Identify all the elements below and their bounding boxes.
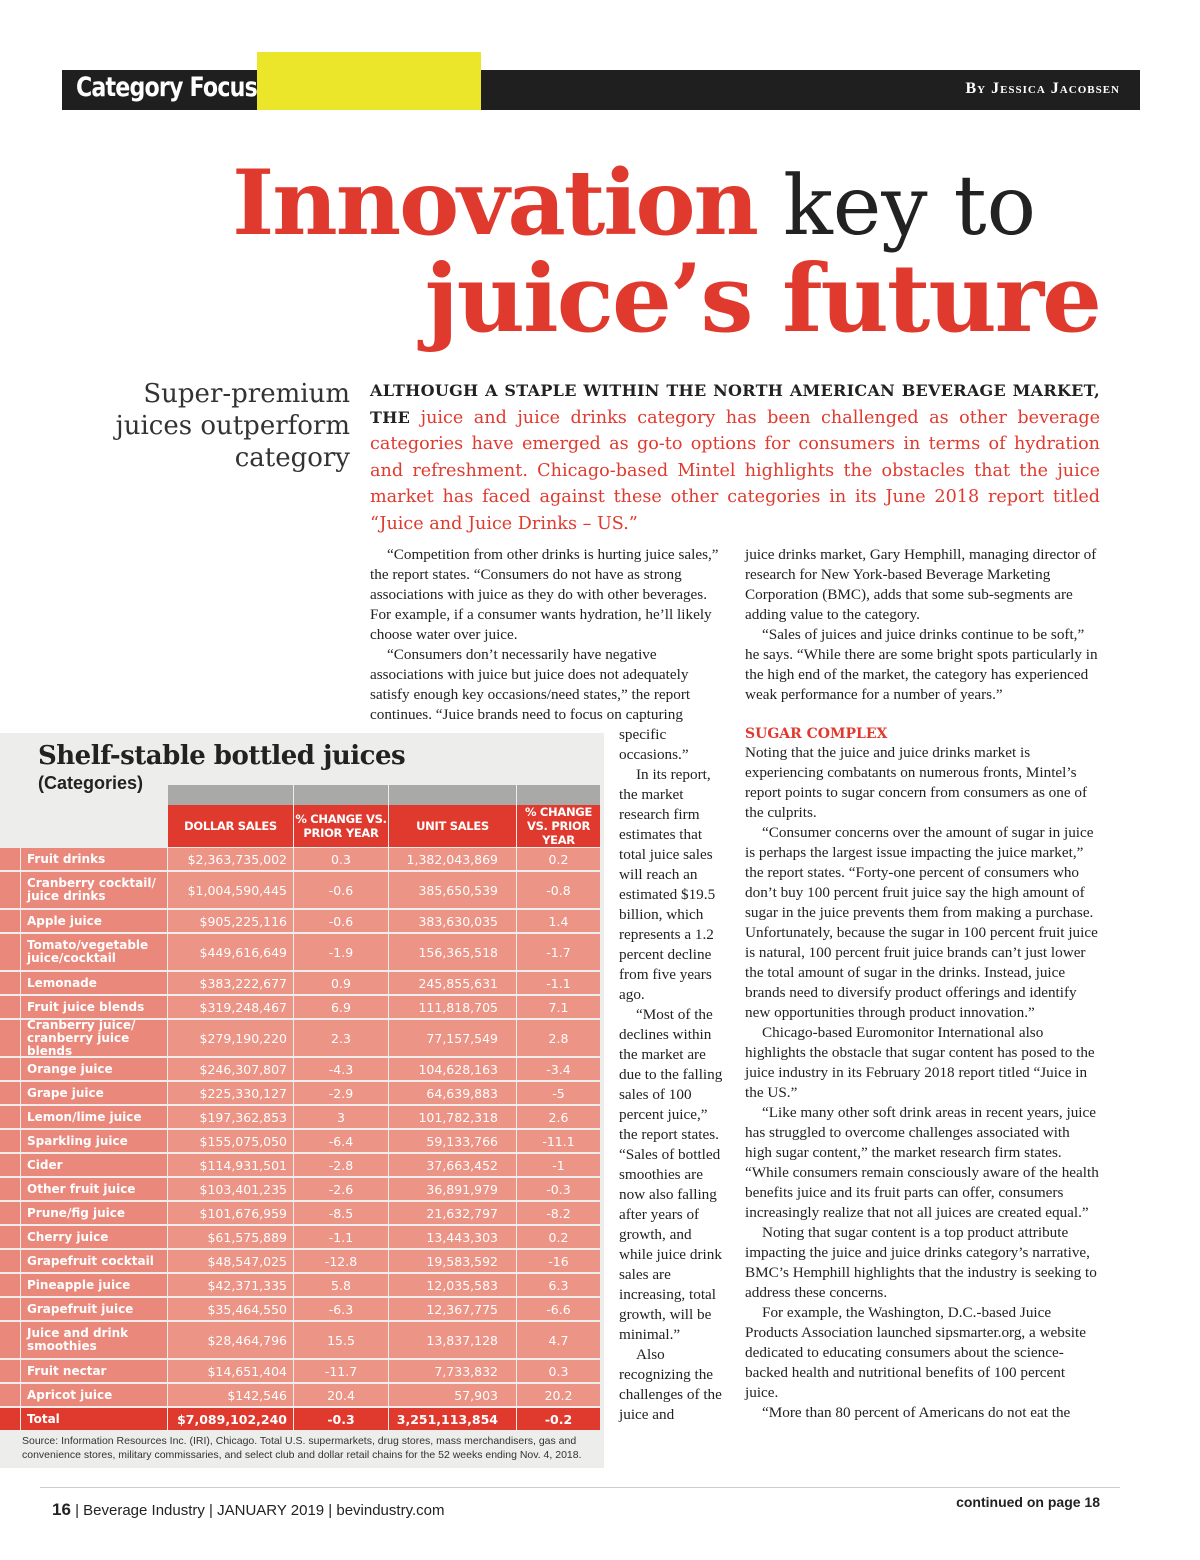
category-cell: Pineapple juice (21, 1274, 167, 1296)
unit-sales-cell: 21,632,797 (389, 1202, 516, 1224)
paragraph: “Consumer concerns over the amount of sugar in juice is perhaps the largest issue impacting the juice market,” the report states. “Forty-one percent of consumers who don’t buy 100 percent fruit juice say the high amount of sugar in the juice prevents them from making a purchase. Unfortunately, because the sugar in 100 percent fruit juice is natural, 100 percent fruit juice brands can’t just lower the total amount of sugar in the drinks. Instead, juice brands need to diversify product offerings and identify new opportunities through product innovation.” (745, 824, 1098, 1021)
dollar-sales-cell: $35,464,550 (168, 1298, 293, 1320)
unit-change-cell: 7.1 (517, 996, 600, 1018)
lead-caps: ALTHOUGH A STAPLE WITHIN THE NORTH AMERICAN BEVERAGE MARKET, THE (370, 381, 1100, 427)
row-stub (0, 1360, 20, 1382)
table-row (0, 871, 604, 909)
dollar-change-cell: 20.4 (294, 1384, 388, 1406)
paragraph: “Consumers don’t necessarily have negative associations with juice but juice does not adequately satisfy enough key occasions/need states,” the report continues. “Juice brands need to focus on capturing (370, 646, 691, 723)
table-row (0, 971, 604, 995)
dollar-change-cell: -6.3 (294, 1298, 388, 1320)
header-accent-block (257, 52, 481, 110)
table-total-row (0, 1407, 604, 1431)
category-cell: Prune/fig juice (21, 1202, 167, 1224)
column-header-dollar-sales: DOLLAR SALES (168, 805, 293, 847)
paragraph: For example, the Washington, D.C.-based Juice Products Association launched sipsmarter.org, a website dedicated to educating consumers about the science-backed health and nutritional benefits of 100 percent juice. (745, 1304, 1086, 1401)
category-cell: Lemon/lime juice (21, 1106, 167, 1128)
footer-rule (40, 1487, 1120, 1488)
table-row (0, 1359, 604, 1383)
dollar-change-cell: -4.3 (294, 1058, 388, 1080)
table-row (0, 1225, 604, 1249)
dollar-change-cell: -2.6 (294, 1178, 388, 1200)
unit-change-cell: -3.4 (517, 1058, 600, 1080)
row-stub (0, 1020, 20, 1056)
headline-dark-words: key to (757, 159, 1036, 254)
table-row (0, 1177, 604, 1201)
column-header-unit-sales: UNIT SALES (389, 805, 516, 847)
dollar-sales-cell: $225,330,127 (168, 1082, 293, 1104)
dollar-sales-cell: $383,222,677 (168, 972, 293, 994)
section-header-bar (62, 70, 1140, 110)
unit-sales-cell: 383,630,035 (389, 910, 516, 932)
dollar-sales-cell: $905,225,116 (168, 910, 293, 932)
paragraph: In its report, the market research firm estimates that total juice sales will reach an estimated $19.5 billion, which represents a 1.2 percent decline from five years ago. (619, 766, 716, 1003)
category-cell: Fruit nectar (21, 1360, 167, 1382)
dollar-change-cell: -1.1 (294, 1226, 388, 1248)
header-gray-band (294, 785, 388, 805)
category-cell: Fruit drinks (21, 848, 167, 870)
section-label: Category Focus (76, 72, 257, 103)
table-title: Shelf-stable bottled juices (38, 741, 406, 771)
dollar-change-cell: -0.3 (294, 1408, 388, 1430)
lead-text: juice and juice drinks category has been challenged as other beverage categories have emerged as go-to options for consumers in terms of hydration and refreshment. Chicago-based Mintel highlights the obstacles that the juice market has faced against these other categories in its June 2018 report titled “Juice and Juice Drinks – US.” (370, 407, 1100, 534)
category-cell: Cranberry cocktail/ juice drinks (21, 872, 167, 908)
header-gray-band (517, 785, 600, 805)
body-column-c (745, 545, 1100, 1423)
table-row (0, 1105, 604, 1129)
table-row (0, 1383, 604, 1407)
unit-sales-cell: 245,855,631 (389, 972, 516, 994)
table-row (0, 1081, 604, 1105)
row-stub (0, 1154, 20, 1176)
dollar-sales-cell: $279,190,220 (168, 1020, 293, 1056)
table-row (0, 1057, 604, 1081)
category-cell: Grape juice (21, 1082, 167, 1104)
row-stub (0, 1322, 20, 1358)
column-header-dollar-change: % CHANGE VS. PRIOR YEAR (294, 805, 388, 847)
table-row (0, 933, 604, 971)
deck: Super-premium juices outperform category (115, 379, 350, 473)
dollar-sales-cell: $319,248,467 (168, 996, 293, 1018)
dollar-change-cell: -2.9 (294, 1082, 388, 1104)
category-cell: Juice and drink smoothies (21, 1322, 167, 1358)
unit-sales-cell: 77,157,549 (389, 1020, 516, 1056)
dollar-sales-cell: $197,362,853 (168, 1106, 293, 1128)
unit-change-cell: -6.6 (517, 1298, 600, 1320)
continued-note: continued on page 18 (956, 1494, 1100, 1510)
unit-sales-cell: 12,367,775 (389, 1298, 516, 1320)
paragraph: Noting that sugar content is a top product attribute impacting the juice and juice drinks category’s narrative, BMC’s Hemphill highlights that the industry is seeking to address these concerns. (745, 1224, 1097, 1301)
dollar-change-cell: -0.6 (294, 872, 388, 908)
unit-change-cell: 20.2 (517, 1384, 600, 1406)
dollar-change-cell: -6.4 (294, 1130, 388, 1152)
byline: By Jessica Jacobsen (965, 80, 1120, 97)
unit-change-cell: -0.2 (517, 1408, 600, 1430)
dollar-sales-cell: $155,075,050 (168, 1130, 293, 1152)
unit-change-cell: -0.3 (517, 1178, 600, 1200)
row-stub (0, 1178, 20, 1200)
dollar-sales-cell: $2,363,735,002 (168, 848, 293, 870)
row-stub (0, 1202, 20, 1224)
table-row (0, 1321, 604, 1359)
column-header-unit-change: % CHANGE VS. PRIOR YEAR (517, 805, 600, 847)
category-cell: Orange juice (21, 1058, 167, 1080)
dollar-change-cell: 0.3 (294, 848, 388, 870)
category-cell: Sparkling juice (21, 1130, 167, 1152)
dollar-change-cell: -12.8 (294, 1250, 388, 1272)
body-column-b (619, 725, 723, 1425)
table-row (0, 1297, 604, 1321)
unit-change-cell: 4.7 (517, 1322, 600, 1358)
unit-sales-cell: 59,133,766 (389, 1130, 516, 1152)
paragraph: specific occasions.” (619, 726, 689, 763)
dollar-sales-cell: $7,089,102,240 (168, 1408, 293, 1430)
body-column-a (370, 545, 728, 725)
row-stub (0, 1250, 20, 1272)
dollar-change-cell: 5.8 (294, 1274, 388, 1296)
table-row (0, 1019, 604, 1057)
page-number: 16 (52, 1500, 71, 1519)
row-stub (0, 872, 20, 908)
unit-change-cell: -8.2 (517, 1202, 600, 1224)
row-stub (0, 1408, 20, 1430)
row-stub (0, 1082, 20, 1104)
category-cell: Other fruit juice (21, 1178, 167, 1200)
unit-change-cell: 1.4 (517, 910, 600, 932)
category-cell: Apricot juice (21, 1384, 167, 1406)
paragraph: juice drinks market, Gary Hemphill, managing director of research for New York-based Beverage Marketing Corporation (BMC), adds that some sub-segments are adding value to the category. (745, 546, 1097, 623)
category-cell: Fruit juice blends (21, 996, 167, 1018)
table-row (0, 1201, 604, 1225)
row-stub (0, 1274, 20, 1296)
unit-sales-cell: 57,903 (389, 1384, 516, 1406)
unit-change-cell: -1.1 (517, 972, 600, 994)
unit-sales-cell: 101,782,318 (389, 1106, 516, 1128)
dollar-sales-cell: $28,464,796 (168, 1322, 293, 1358)
row-stub (0, 848, 20, 870)
paragraph: “Competition from other drinks is hurting juice sales,” the report states. “Consumers do not have as strong associations with juice as they do with other beverages. For example, if a consumer wants hydration, he’ll likely choose water over juice. (370, 546, 719, 643)
unit-change-cell: 0.2 (517, 1226, 600, 1248)
subhead: SUGAR COMPLEX (745, 726, 888, 742)
row-stub (0, 910, 20, 932)
header-gray-band (168, 785, 293, 805)
dollar-sales-cell: $42,371,335 (168, 1274, 293, 1296)
table-row (0, 909, 604, 933)
category-cell: Apple juice (21, 910, 167, 932)
category-cell: Grapefruit juice (21, 1298, 167, 1320)
paragraph: “Sales of juices and juice drinks continue to be soft,” he says. “While there are some bright spots particularly in the high end of the market, the category has experienced weak performance for a number of years.” (745, 626, 1098, 703)
table-row (0, 1273, 604, 1297)
dollar-sales-cell: $449,616,649 (168, 934, 293, 970)
unit-change-cell: 0.3 (517, 1360, 600, 1382)
category-cell: Grapefruit cocktail (21, 1250, 167, 1272)
table-body (0, 847, 604, 1431)
unit-sales-cell: 156,365,518 (389, 934, 516, 970)
unit-change-cell: -5 (517, 1082, 600, 1104)
dollar-change-cell: -2.8 (294, 1154, 388, 1176)
unit-change-cell: -1.7 (517, 934, 600, 970)
dollar-sales-cell: $14,651,404 (168, 1360, 293, 1382)
table-row (0, 1153, 604, 1177)
row-stub (0, 1106, 20, 1128)
row-stub (0, 972, 20, 994)
unit-sales-cell: 7,733,832 (389, 1360, 516, 1382)
headline-red-word: Innovation (232, 150, 757, 256)
table-source: Source: Information Resources Inc. (IRI), Chicago. Total U.S. supermarkets, drug stores, mass merchandisers, gas and convenience stores, military commissaries, and select club and dollar retail chains for the 52 weeks ending Nov. 4, 2018. (22, 1435, 582, 1461)
unit-sales-cell: 1,382,043,869 (389, 848, 516, 870)
unit-sales-cell: 64,639,883 (389, 1082, 516, 1104)
lead-paragraph (370, 378, 1100, 538)
row-stub (0, 1130, 20, 1152)
unit-change-cell: -16 (517, 1250, 600, 1272)
footer-text: | Beverage Industry | JANUARY 2019 | bevindustry.com (70, 1502, 445, 1519)
category-cell: Cherry juice (21, 1226, 167, 1248)
unit-sales-cell: 13,443,303 (389, 1226, 516, 1248)
category-cell: Tomato/vegetable juice/cocktail (21, 934, 167, 970)
dollar-change-cell: 0.9 (294, 972, 388, 994)
sales-table-box (0, 733, 604, 1468)
category-cell: Lemonade (21, 972, 167, 994)
dollar-sales-cell: $103,401,235 (168, 1178, 293, 1200)
paragraph: Also recognizing the challenges of the juice and (619, 1346, 722, 1423)
unit-sales-cell: 12,035,583 (389, 1274, 516, 1296)
unit-sales-cell: 37,663,452 (389, 1154, 516, 1176)
paragraph: “Like many other soft drink areas in recent years, juice has struggled to overcome challenges associated with high sugar content,” the market research firm states. “While consumers remain consciously aware of the health benefits juice and its fruit parts can offer, consumers increasingly realize that not all juices are created equal.” (745, 1104, 1099, 1221)
dollar-change-cell: 15.5 (294, 1322, 388, 1358)
unit-change-cell: -0.8 (517, 872, 600, 908)
table-row (0, 847, 604, 871)
category-cell: Cider (21, 1154, 167, 1176)
unit-change-cell: -11.1 (517, 1130, 600, 1152)
unit-change-cell: 0.2 (517, 848, 600, 870)
unit-change-cell: -1 (517, 1154, 600, 1176)
dollar-change-cell: -8.5 (294, 1202, 388, 1224)
paragraph: “More than 80 percent of Americans do not eat the (762, 1404, 1071, 1421)
unit-change-cell: 6.3 (517, 1274, 600, 1296)
category-cell: Cranberry juice/ cranberry juice blends (21, 1020, 167, 1056)
row-stub (0, 1226, 20, 1248)
row-stub (0, 996, 20, 1018)
paragraph: “Most of the declines within the market are due to the falling sales of 100 percent juice,” the report states. “Sales of bottled smoothies are now also falling after years of growth, and while juice drink sales are increasing, total growth, will be minimal.” (619, 1006, 723, 1343)
dollar-sales-cell: $114,931,501 (168, 1154, 293, 1176)
table-subtitle: (Categories) (38, 773, 144, 793)
unit-sales-cell: 13,837,128 (389, 1322, 516, 1358)
header-gray-band (389, 785, 516, 805)
table-row (0, 1129, 604, 1153)
dollar-change-cell: 6.9 (294, 996, 388, 1018)
dollar-change-cell: -1.9 (294, 934, 388, 970)
table-row (0, 1249, 604, 1273)
row-stub (0, 1058, 20, 1080)
dollar-sales-cell: $1,004,590,445 (168, 872, 293, 908)
paragraph: Chicago-based Euromonitor International also highlights the obstacle that sugar content has posed to the juice industry in its February 2018 report titled “Juice in the US.” (745, 1024, 1095, 1101)
dollar-sales-cell: $101,676,959 (168, 1202, 293, 1224)
unit-change-cell: 2.8 (517, 1020, 600, 1056)
unit-sales-cell: 3,251,113,854 (389, 1408, 516, 1430)
headline-line-2: juice’s future (424, 244, 1100, 354)
headline-line-1 (232, 150, 1036, 256)
row-stub (0, 1298, 20, 1320)
dollar-sales-cell: $142,546 (168, 1384, 293, 1406)
paragraph: Noting that the juice and juice drinks market is experiencing combatants on numerous fronts, Mintel’s report points to sugar concern from consumers as one of the culprits. (745, 744, 1088, 821)
dollar-sales-cell: $48,547,025 (168, 1250, 293, 1272)
dollar-sales-cell: $61,575,889 (168, 1226, 293, 1248)
dollar-change-cell: -11.7 (294, 1360, 388, 1382)
dollar-sales-cell: $246,307,807 (168, 1058, 293, 1080)
unit-sales-cell: 385,650,539 (389, 872, 516, 908)
row-stub (0, 1384, 20, 1406)
unit-sales-cell: 19,583,592 (389, 1250, 516, 1272)
page-footer (52, 1500, 444, 1520)
row-stub (0, 934, 20, 970)
unit-change-cell: 2.6 (517, 1106, 600, 1128)
category-cell: Total (21, 1408, 167, 1430)
unit-sales-cell: 36,891,979 (389, 1178, 516, 1200)
dollar-change-cell: 2.3 (294, 1020, 388, 1056)
table-row (0, 995, 604, 1019)
unit-sales-cell: 111,818,705 (389, 996, 516, 1018)
dollar-change-cell: -0.6 (294, 910, 388, 932)
unit-sales-cell: 104,628,163 (389, 1058, 516, 1080)
dollar-change-cell: 3 (294, 1106, 388, 1128)
